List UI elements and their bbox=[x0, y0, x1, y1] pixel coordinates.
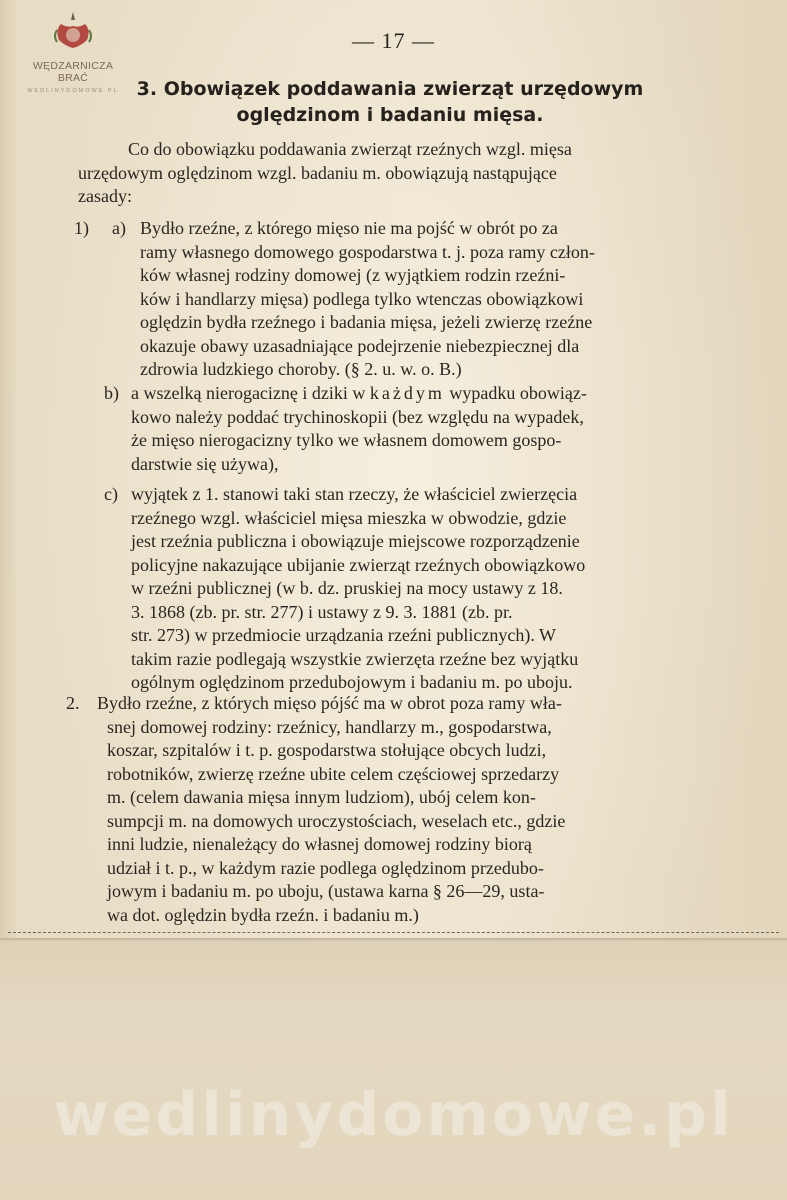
heading-number: 3. bbox=[136, 78, 158, 100]
text-line: że mięso nierogacizny tylko we własnem domowem gospo- bbox=[131, 430, 562, 450]
text-line: robotników, zwierzę rzeźne ubite celem częściowej sprzedarzy bbox=[107, 763, 560, 784]
text-line: wyjątek z 1. stanowi taki stan rzeczy, że właściciel zwierzęcia bbox=[131, 484, 578, 504]
text-line: Bydło rzeźne, z którego mięso nie ma pojść w obrót po za bbox=[140, 218, 558, 238]
text-line: m. (celem dawania mięsa innym ludziom), ubój celem kon- bbox=[107, 787, 536, 807]
text-line: takim razie podlegają wszystkie zwierzęta rzeźne bez wyjątku bbox=[131, 648, 579, 669]
text-line: policyjne nakazujące ubijanie zwierząt rzeźnych obowiązkowo bbox=[131, 554, 586, 575]
text-line: kowo należy poddać trychinoskopii (bez względu na wypadek, bbox=[131, 406, 584, 427]
text-line: ogólnym oględzinom przedubojowym i badaniu m. po uboju. bbox=[131, 672, 573, 692]
text-line: snej domowej rodziny: rzeźnicy, handlarzy m., gospodarstwa, bbox=[107, 716, 552, 737]
text-line: w rzeźni publicznej (w b. dz. pruskiej na mocy ustawy z 18. bbox=[131, 578, 563, 598]
lower-page-area bbox=[0, 941, 787, 1200]
heading-title-line-1: Obowiązek poddawania zwierząt urzędowym bbox=[163, 78, 644, 100]
text-line: koszar, szpitalów i t. p. gospodarstwa stołujące obcych ludzi, bbox=[107, 740, 547, 760]
item-1c-text bbox=[131, 483, 585, 695]
heading-title-line-2: oględzinom i badaniu mięsa. bbox=[236, 104, 544, 126]
text-line: wa dot. oględzin bydła rzeźn. i badaniu m.) bbox=[107, 904, 419, 925]
logo-subtext: WEDLINYDOMOWE.PL bbox=[27, 88, 119, 94]
item-1b-letter: b) bbox=[104, 383, 119, 403]
item-1b-text bbox=[131, 382, 587, 476]
fold-line bbox=[8, 932, 779, 933]
text-line bbox=[131, 382, 587, 406]
section-heading bbox=[40, 76, 740, 128]
text-line: ków i handlarzy mięsa) podlega tylko wtenczas obowiązkowi bbox=[140, 288, 584, 309]
item-1-number: 1) bbox=[74, 218, 89, 238]
text-line: inni ludzie, nienależący do własnej domowej rodziny biorą bbox=[107, 834, 532, 854]
text-line: urzędowym oględzinom wzgl. badaniu m. obowiązują nastąpujące bbox=[78, 162, 557, 183]
text-line: darstwie się używa), bbox=[131, 453, 279, 474]
text-line: ramy własnego domowego gospodarstwa t. j. poza ramy człon- bbox=[140, 241, 595, 262]
text-line: oględzin bydła rzeźnego i badania mięsa, jeżeli zwierzę rzeźne bbox=[140, 312, 593, 332]
item-2-text bbox=[97, 692, 565, 927]
text-line: okazuje obawy uzasadniające podejrzenie niebezpiecznej dla bbox=[140, 335, 580, 356]
site-watermark: wedlinydomowe.pl bbox=[53, 1080, 734, 1150]
text-line: 3. 1868 (zb. pr. str. 277) i ustawy z 9. 3. 1881 (zb. pr. bbox=[131, 601, 513, 622]
logo-text: WĘDZARNICZA BRAĆ bbox=[32, 60, 114, 84]
text-segment: a wszelką nierogaciznę i dziki w bbox=[131, 383, 366, 403]
text-line: jowym i badaniu m. po uboju, (ustawa karna § 26—29, usta- bbox=[107, 881, 545, 901]
item-1a-text bbox=[140, 217, 595, 382]
text-line: zasady: bbox=[78, 186, 132, 206]
text-line: ków własnej rodziny domowej (z wyjątkiem rodzin rzeźni- bbox=[140, 265, 566, 285]
text-segment: wypadku obowiąz- bbox=[449, 383, 587, 403]
text-line: rzeźnego wzgl. właściciel mięsa mieszka w obwodzie, gdzie bbox=[131, 507, 567, 528]
text-line: Bydło rzeźne, z których mięso pójść ma w obrot poza ramy wła- bbox=[97, 693, 562, 713]
text-line: jest rzeźnia publiczna i obowiązuje miejscowe rozporządzenie bbox=[131, 531, 580, 551]
text-line: Co do obowiązku poddawania zwierząt rzeźnych wzgl. mięsa bbox=[128, 139, 572, 159]
item-1c-letter: c) bbox=[104, 484, 118, 504]
heading-line-1 bbox=[40, 76, 740, 102]
spaced-emphasis: każdym bbox=[369, 383, 445, 403]
item-1a-letter: a) bbox=[112, 218, 126, 238]
text-line: sumpcji m. na domowych uroczystościach, weselach etc., gdzie bbox=[107, 810, 566, 831]
page-number: — 17 — bbox=[352, 28, 435, 53]
text-line: udział i t. p., w każdym razie podlega oględzinom przedubo- bbox=[107, 857, 544, 878]
item-2-number: 2. bbox=[66, 693, 80, 713]
text-line: str. 273) w przedmiocie urządzania rzeźni publicznych). W bbox=[131, 625, 556, 645]
intro-paragraph bbox=[78, 138, 728, 209]
text-line: zdrowia ludzkiego choroby. (§ 2. u. w. o. B.) bbox=[140, 359, 462, 379]
